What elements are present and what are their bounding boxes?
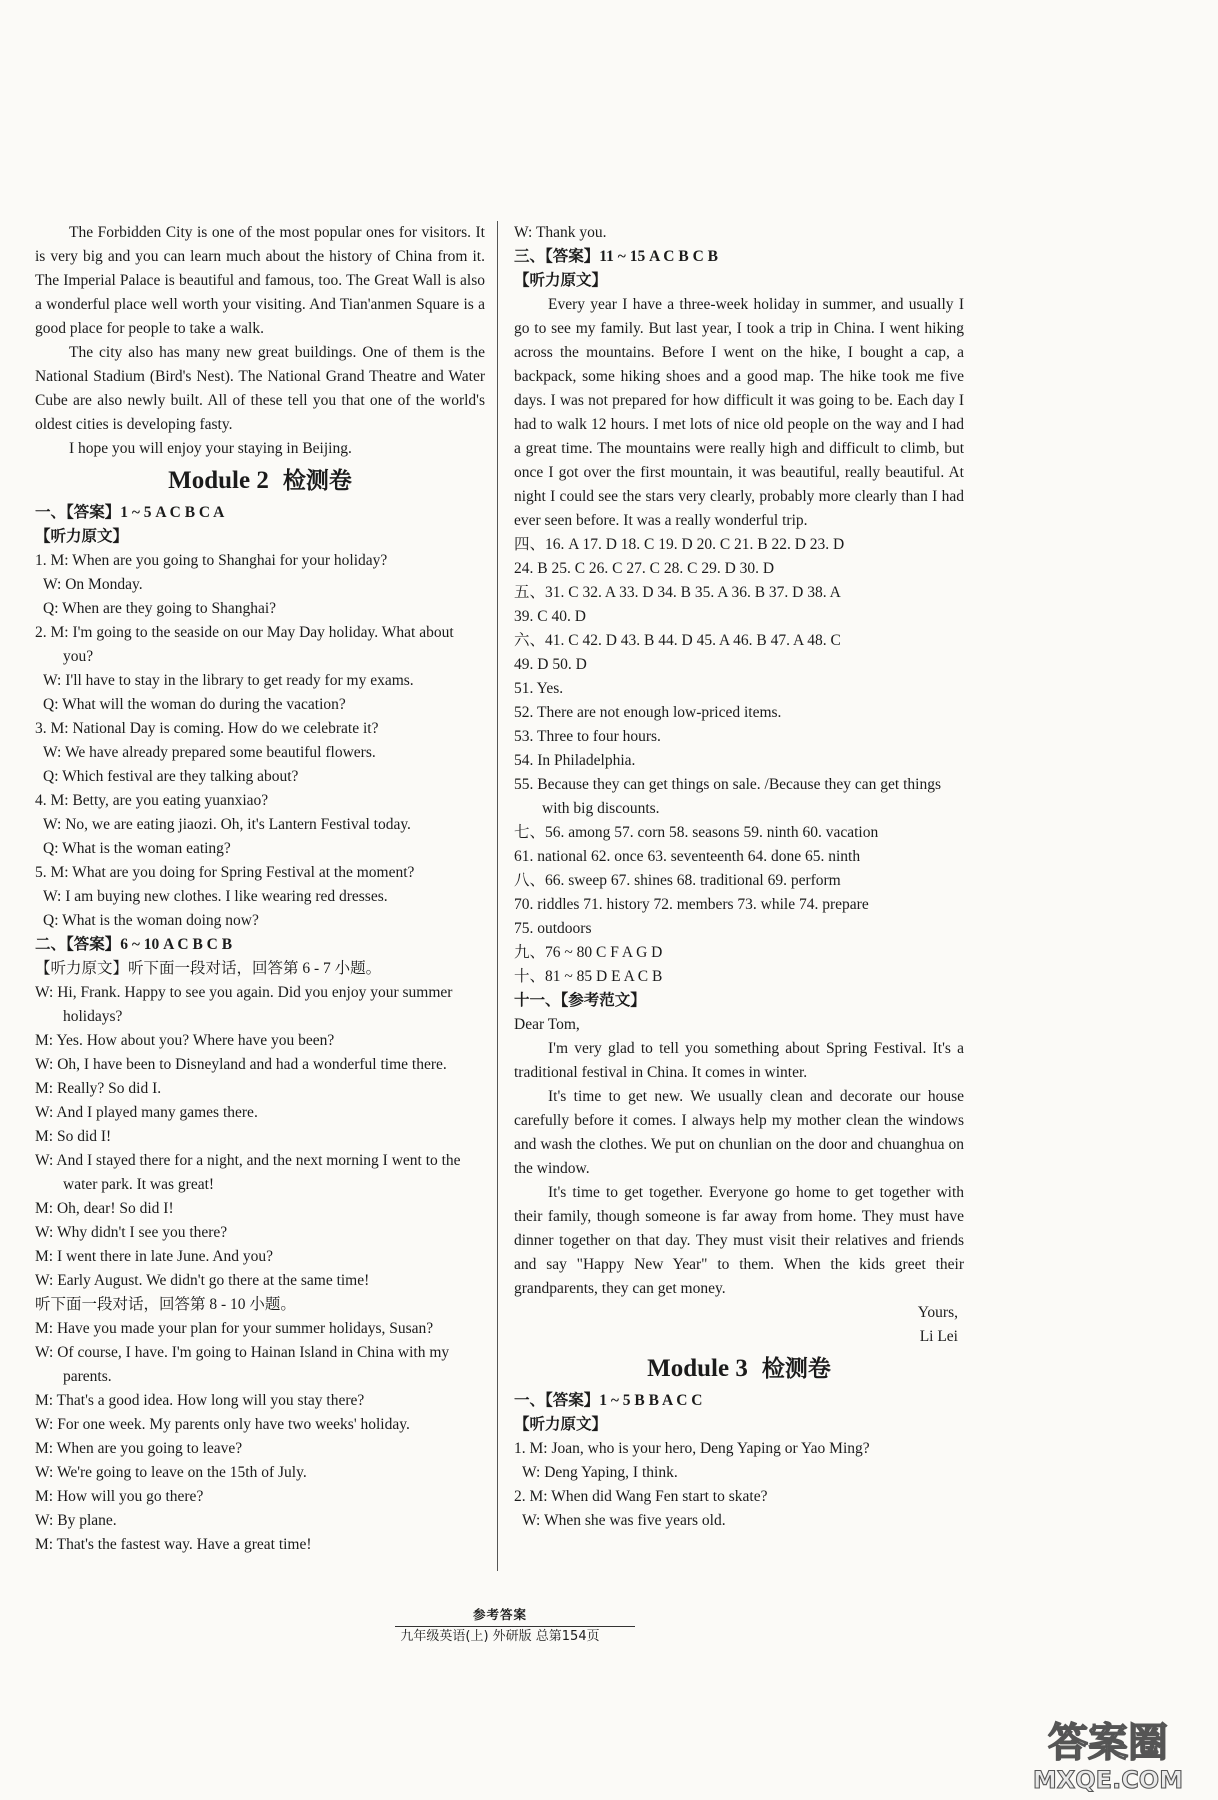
dialogue-line: M: Have you made your plan for your summer holidays, Susan?	[35, 1320, 434, 1337]
right-column	[514, 221, 964, 1533]
answer-line: 八、66. sweep 67. shines 68. traditional 69. perform	[514, 872, 841, 889]
answer-line: 49. D 50. D	[514, 656, 587, 673]
answer-line: 70. riddles 71. history 72. members 73. while 74. prepare	[514, 896, 869, 913]
answer-line: 52. There are not enough low-priced items.	[514, 704, 782, 721]
listening-label: 【听力原文】	[514, 1416, 608, 1433]
footer-info: 九年级英语(上) 外研版 总第154页	[400, 1629, 600, 1644]
dialogue-line: 1. M: When are you going to Shanghai for your holiday?	[35, 552, 388, 569]
dialogue-line: 1. M: Joan, who is your hero, Deng Yaping or Yao Ming?	[514, 1440, 870, 1457]
dialogue-line: W: We have already prepared some beautiful flowers.	[43, 744, 376, 761]
dialogue-line: W: We're going to leave on the 15th of July.	[35, 1464, 307, 1481]
dialogue-line: W: And I played many games there.	[35, 1104, 258, 1121]
dialogue-line: 2. M: When did Wang Fen start to skate?	[514, 1488, 768, 1505]
signature: Li Lei	[919, 1328, 958, 1345]
essay-paragraph: I'm very glad to tell you something about Spring Festival. It's a traditional festival in China. It comes in winter.	[514, 1040, 964, 1081]
answer-line: 三、【答案】11 ~ 15 A C B C B	[514, 248, 718, 265]
dialogue-line: W: On Monday.	[43, 576, 143, 593]
dialogue-line: Q: When are they going to Shanghai?	[43, 600, 277, 617]
dialogue-line: W: I'll have to stay in the library to get ready for my exams.	[43, 672, 414, 689]
column-divider	[497, 221, 498, 1571]
answer-line: 九、76 ~ 80 C F A G D	[514, 944, 663, 961]
watermark-url: MXQE.COM	[1032, 1766, 1184, 1792]
listening-label: 【听力原文】	[35, 528, 129, 545]
intro-paragraph: I hope you will enjoy your staying in Beijing.	[69, 440, 352, 457]
dialogue-line: Q: What will the woman do during the vacation?	[43, 696, 346, 713]
dialogue-line: W: No, we are eating jiaozi. Oh, it's Lantern Festival today.	[43, 816, 411, 833]
essay-paragraph: It's time to get together. Everyone go home to get together with their family, though someone is far away from home. They must have dinner together on that day. They must visit their relatives and friends and say "Happy New Year" to them. When the kids greet their grandparents, they can get money.	[514, 1184, 964, 1297]
dialogue-line: M: How will you go there?	[35, 1488, 204, 1505]
answer-line: 55. Because they can get things on sale. /Because they can get things with big discounts.	[514, 776, 941, 817]
watermark-text: 答案圈	[1048, 1720, 1168, 1766]
dialogue-line: M: I went there in late June. And you?	[35, 1248, 274, 1265]
answer-line: 二、【答案】6 ~ 10 A C B C B	[35, 936, 233, 953]
dialogue-line: 4. M: Betty, are you eating yuanxiao?	[35, 792, 269, 809]
dialogue-line: M: That's a good idea. How long will you stay there?	[35, 1392, 365, 1409]
answer-line: 十、81 ~ 85 D E A C B	[514, 968, 663, 985]
watermark-logo-graphic	[1010, 1710, 1206, 1792]
dialogue-line: Q: What is the woman eating?	[43, 840, 231, 857]
answer-line: 十一、【参考范文】	[514, 992, 646, 1009]
answer-line: 五、31. C 32. A 33. D 34. B 35. A 36. B 37. D 38. A	[514, 584, 841, 601]
dialogue-line: 5. M: What are you doing for Spring Festival at the moment?	[35, 864, 415, 881]
dialogue-line: M: So did I!	[35, 1128, 112, 1145]
answer-line: 39. C 40. D	[514, 608, 586, 625]
dialogue-line: Q: What is the woman doing now?	[43, 912, 259, 929]
dialogue-line: W: Thank you.	[514, 224, 607, 241]
dialogue-line: W: Hi, Frank. Happy to see you again. Did you enjoy your summer holidays?	[35, 984, 453, 1025]
dialogue-line: M: When are you going to leave?	[35, 1440, 243, 1457]
dialogue-line: Q: Which festival are they talking about?	[43, 768, 299, 785]
essay-paragraph: It's time to get new. We usually clean and decorate our house carefully before it comes. I always help my mother clean the windows and wash the clothes. We put on chunlian on the door and chuanghua on the window.	[514, 1088, 964, 1177]
listening-passage: Every year I have a three-week holiday in summer, and usually I go to see my family. But last year, I took a trip in China. I went hiking across the mountains. Before I went on the hike, I bought a cap, a backpack, some hiking shoes and a good map. The hike took me five days. I was not prepared for how difficult it was going to be. Each day I had to walk 12 hours. I met lots of nice old people on the way and I had a great time. The mountains were really high and difficult to climb, but once I got over the first mountain, it was beautiful, really beautiful. At night I could see the stars very clearly, probably more clearly than I had ever seen before. It was a really wonderful trip.	[514, 296, 964, 529]
answer-line: 一、【答案】1 ~ 5 A C B C A	[35, 504, 225, 521]
answer-line: 53. Three to four hours.	[514, 728, 661, 745]
dialogue-line: W: Why didn't I see you there?	[35, 1224, 228, 1241]
dialogue-line: W: By plane.	[35, 1512, 117, 1529]
dialogue-line: W: Oh, I have been to Disneyland and had a wonderful time there.	[35, 1056, 447, 1073]
dialogue-line: W: When she was five years old.	[522, 1512, 726, 1529]
answer-line: 四、16. A 17. D 18. C 19. D 20. C 21. B 22. D 23. D	[514, 536, 845, 553]
answer-line: 61. national 62. once 63. seventeenth 64. done 65. ninth	[514, 848, 861, 865]
dialogue-line: W: Deng Yaping, I think.	[522, 1464, 678, 1481]
dialogue-line: 2. M: I'm going to the seaside on our May Day holiday. What about you?	[35, 624, 454, 665]
dialogue-line: M: Oh, dear! So did I!	[35, 1200, 174, 1217]
listening-intro: 听下面一段对话，回答第 8 - 10 小题。	[35, 1296, 296, 1313]
answer-line: 七、56. among 57. corn 58. seasons 59. ninth 60. vacation	[514, 824, 879, 841]
answer-line: 54. In Philadelphia.	[514, 752, 636, 769]
dialogue-line: W: Early August. We didn't go there at the same time!	[35, 1272, 370, 1289]
footer-title: 参考答案	[472, 1607, 527, 1622]
intro-paragraph: The city also has many new great buildings. One of them is the National Stadium (Bird's Nest). The National Grand Theatre and Water Cube are also newly built. All of these tell you that one of the world's oldest cities is developing fasty.	[35, 344, 485, 433]
answer-line: 75. outdoors	[514, 920, 592, 937]
dialogue-line: W: And I stayed there for a night, and the next morning I went to the water park. It was great!	[35, 1152, 461, 1193]
dialogue-line: W: For one week. My parents only have two weeks' holiday.	[35, 1416, 410, 1433]
intro-paragraph: The Forbidden City is one of the most popular ones for visitors. It is very big and you can learn much about the history of China from it. The Imperial Palace is beautiful and famous, too. The Great Wall is also a wonderful place well worth your visiting. And Tian'anmen Square is a good place for people to take a walk.	[35, 224, 485, 337]
listening-intro: 【听力原文】听下面一段对话，回答第 6 - 7 小题。	[35, 960, 382, 977]
watermark-logo	[1010, 1710, 1206, 1792]
dialogue-line: W: I am buying new clothes. I like wearing red dresses.	[43, 888, 388, 905]
module2-heading: Module 2 检测卷	[168, 467, 352, 494]
answer-line: 51. Yes.	[514, 680, 564, 697]
dialogue-line: M: That's the fastest way. Have a great time!	[35, 1536, 312, 1553]
salutation: Dear Tom,	[514, 1016, 580, 1033]
left-column	[35, 221, 485, 1557]
dialogue-line: M: Really? So did I.	[35, 1080, 162, 1097]
dialogue-line: M: Yes. How about you? Where have you been?	[35, 1032, 335, 1049]
answer-line: 一、【答案】1 ~ 5 B B A C C	[514, 1392, 703, 1409]
dialogue-line: W: Of course, I have. I'm going to Hainan Island in China with my parents.	[35, 1344, 450, 1385]
dialogue-line: 3. M: National Day is coming. How do we celebrate it?	[35, 720, 379, 737]
listening-label: 【听力原文】	[514, 272, 608, 289]
module3-heading: Module 3 检测卷	[647, 1355, 831, 1382]
page-footer	[0, 1604, 1000, 1648]
answer-line: 六、41. C 42. D 43. B 44. D 45. A 46. B 47. A 48. C	[514, 632, 841, 649]
answer-line: 24. B 25. C 26. C 27. C 28. C 29. D 30. D	[514, 560, 775, 577]
sign-off: Yours,	[917, 1304, 958, 1321]
